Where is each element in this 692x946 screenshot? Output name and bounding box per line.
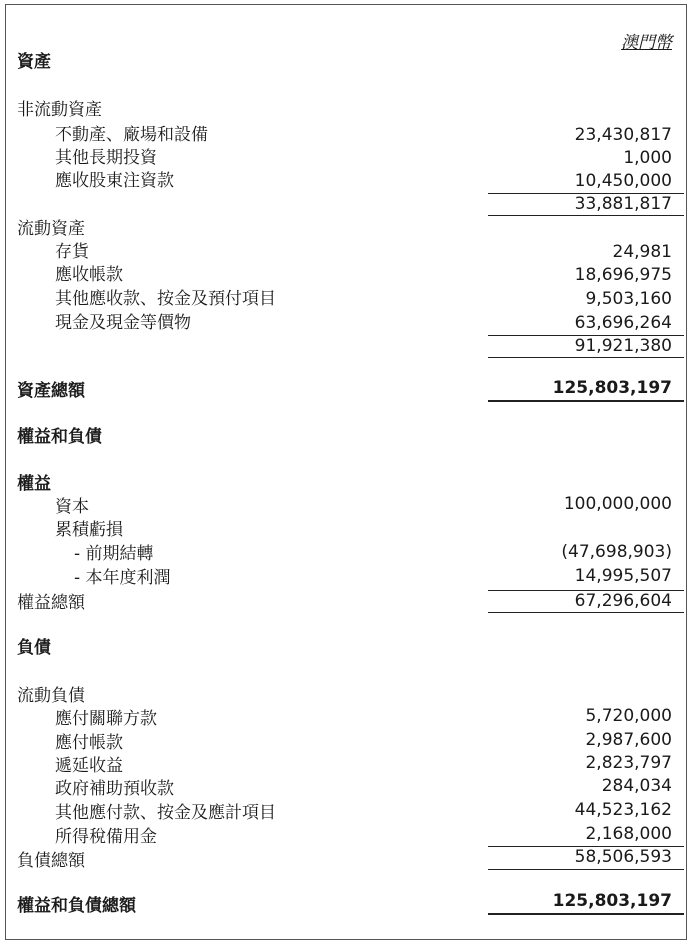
equity-liabilities-heading: 權益和負債 [17,427,102,447]
currency-label: 澳門幣 [621,33,672,53]
row-value: 284,034 [601,776,672,796]
row-label: 現金及現金等價物 [55,313,191,333]
row-value: 24,981 [612,242,672,262]
current-assets-heading: 流動資產 [17,219,85,239]
current-liabilities-heading: 流動負債 [17,686,85,706]
accumulated-losses-label: 累積虧損 [55,520,123,540]
total-rule [488,400,684,402]
row-value: 1,000 [623,148,672,168]
current-assets-subtotal: 91,921,380 [574,336,672,356]
subtotal-rule [488,612,684,613]
row-label: 其他長期投資 [55,148,157,168]
total-equity-label: 權益總額 [17,593,85,613]
row-value: 9,503,160 [585,289,672,309]
equity-heading: 權益 [17,474,51,494]
prior-period-label: - 前期結轉 [74,544,154,564]
row-label: 不動產、廠場和設備 [55,125,208,145]
capital-label: 資本 [55,497,89,517]
row-label: 存貨 [55,242,89,262]
subtotal-rule [488,215,684,216]
row-label: 其他應付款、按金及應計項目 [55,803,276,823]
row-value: 2,168,000 [585,824,672,844]
row-label: 政府補助預收款 [55,779,174,799]
row-value: 18,696,975 [574,265,672,285]
total-liabilities-value: 58,506,593 [574,847,672,867]
assets-heading: 資產 [17,52,51,72]
row-label: 所得稅備用金 [55,827,157,847]
row-label: 應收帳款 [55,265,123,285]
liabilities-heading: 負債 [17,638,51,658]
row-label: 應付關聯方款 [55,709,157,729]
current-year-value: 14,995,507 [574,566,672,586]
row-value: 44,523,162 [574,800,672,820]
subtotal-rule [488,869,684,870]
capital-value: 100,000,000 [563,494,672,514]
row-label: 應收股東注資款 [55,171,174,191]
total-equity-value: 67,296,604 [574,591,672,611]
row-value: 23,430,817 [574,125,672,145]
row-label: 應付帳款 [55,733,123,753]
current-year-label: - 本年度利潤 [74,568,171,588]
grand-total-label: 權益和負債總額 [17,896,136,916]
total-assets-label: 資產總額 [17,381,85,401]
row-label: 遞延收益 [55,756,123,776]
row-label: 其他應收款、按金及預付項目 [55,289,276,309]
grand-total-value: 125,803,197 [552,891,672,911]
subtotal-rule [488,357,684,358]
row-value: 63,696,264 [574,313,672,333]
prior-period-value: (47,698,903) [561,542,672,562]
row-value: 10,450,000 [574,171,672,191]
row-value: 2,987,600 [585,730,672,750]
non-current-assets-subtotal: 33,881,817 [574,194,672,214]
row-value: 2,823,797 [585,753,672,773]
total-assets-value: 125,803,197 [552,378,672,398]
total-liabilities-label: 負債總額 [17,851,85,871]
non-current-assets-heading: 非流動資產 [17,100,102,120]
row-value: 5,720,000 [585,706,672,726]
grand-total-rule [488,913,684,915]
